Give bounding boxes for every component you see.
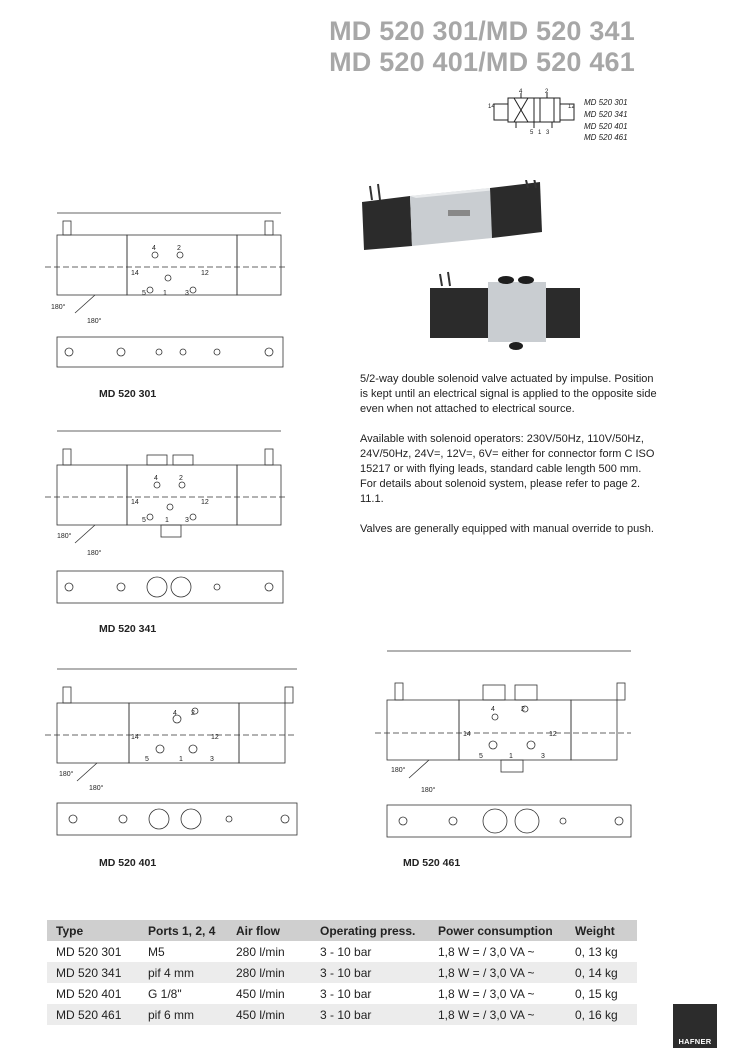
svg-text:14: 14 <box>463 731 471 738</box>
description-paragraph: Valves are generally equipped with manual override to push. <box>360 523 654 535</box>
table-cell: 450 l/min <box>227 1004 311 1025</box>
svg-text:3: 3 <box>185 517 189 524</box>
table-cell: MD 520 341 <box>47 962 139 983</box>
svg-text:2: 2 <box>191 710 195 717</box>
svg-text:14: 14 <box>131 270 139 277</box>
drawing-label-md-520-341: MD 520 341 <box>99 623 157 635</box>
svg-text:4: 4 <box>491 706 495 713</box>
table-cell: pif 6 mm <box>139 1004 227 1025</box>
symbol-port-3: 3 <box>546 130 550 136</box>
description-paragraph: 5/2-way double solenoid valve actuated by impulse. Position is kept until an electrical signal is applied to the opposite side even when not attached to electrical source. <box>360 373 657 415</box>
column-header: Ports 1, 2, 4 <box>139 920 227 941</box>
table-cell: 0, 16 kg <box>566 1004 637 1025</box>
technical-drawing-md-520-301 <box>35 205 295 375</box>
svg-text:12: 12 <box>201 270 209 277</box>
symbol-model: MD 520 341 <box>584 109 628 119</box>
column-header: Air flow <box>227 920 311 941</box>
svg-text:180°: 180° <box>87 550 102 557</box>
svg-text:5: 5 <box>142 290 146 297</box>
brand-logo <box>673 1004 717 1048</box>
brand-name: HAFNER <box>678 1037 712 1046</box>
svg-text:12: 12 <box>211 734 219 741</box>
svg-text:12: 12 <box>549 731 557 738</box>
svg-text:1: 1 <box>165 517 169 524</box>
table-cell: 1,8 W = / 3,0 VA ~ <box>438 944 535 959</box>
drawing-label-md-520-301: MD 520 301 <box>99 388 157 400</box>
svg-text:180°: 180° <box>59 771 74 778</box>
svg-text:12: 12 <box>201 499 209 506</box>
svg-text:3: 3 <box>210 756 214 763</box>
table-cell: 280 l/min <box>236 944 285 959</box>
svg-text:3: 3 <box>185 290 189 297</box>
svg-text:14: 14 <box>131 734 139 741</box>
svg-text:180°: 180° <box>89 785 104 792</box>
valve-symbol-icon <box>486 88 582 136</box>
table-cell: MD 520 461 <box>47 1004 139 1025</box>
table-cell: 3 - 10 bar <box>311 1004 429 1025</box>
table-header-row <box>47 920 637 941</box>
table-cell: 0, 15 kg <box>575 986 618 1001</box>
symbol-model: MD 520 461 <box>584 133 628 143</box>
column-header: Power consumption <box>429 920 566 941</box>
specification-table <box>47 920 637 1025</box>
svg-text:3: 3 <box>541 753 545 760</box>
table-cell: MD 520 401 <box>56 986 122 1001</box>
technical-drawing-md-520-341 <box>35 425 295 610</box>
column-header: Weight <box>566 920 637 941</box>
svg-text:180°: 180° <box>421 787 436 794</box>
table-cell: 0, 14 kg <box>566 962 637 983</box>
description <box>360 372 660 552</box>
svg-text:180°: 180° <box>51 304 66 311</box>
symbol-model: MD 520 301 <box>584 98 628 107</box>
table-cell: 280 l/min <box>227 962 311 983</box>
page-title-line-1: MD 520 301/MD 520 341 <box>329 16 635 46</box>
table-row <box>47 1004 637 1025</box>
svg-text:4: 4 <box>152 245 156 252</box>
table-cell: 1,8 W = / 3,0 VA ~ <box>429 962 566 983</box>
svg-text:14: 14 <box>131 499 139 506</box>
table-cell: 3 - 10 bar <box>320 944 372 959</box>
symbol-model-list <box>584 97 628 144</box>
svg-text:2: 2 <box>521 706 525 713</box>
product-photo <box>350 180 580 360</box>
technical-drawing-md-520-461 <box>365 645 645 845</box>
table-cell: G 1/8" <box>148 986 182 1001</box>
drawing-label-md-520-401: MD 520 401 <box>99 857 157 869</box>
svg-text:4: 4 <box>173 710 177 717</box>
description-paragraph: Available with solenoid operators: 230V/50Hz, 110V/50Hz, 24V/50Hz, 24V=, 12V=, 6V= either for connector form C ISO 15217 or with flying leads, standard cable length 500 mm. For details about solenoid system, please refer to page 2. 11.1. <box>360 433 655 505</box>
symbol-port-5: 5 <box>530 130 534 136</box>
table-row <box>47 941 637 962</box>
svg-text:1: 1 <box>179 756 183 763</box>
svg-text:2: 2 <box>177 245 181 252</box>
table-cell: 3 - 10 bar <box>320 986 372 1001</box>
table-cell: 3 - 10 bar <box>311 962 429 983</box>
table-cell: 1,8 W = / 3,0 VA ~ <box>429 1004 566 1025</box>
column-header: Operating press. <box>311 920 429 941</box>
svg-text:180°: 180° <box>57 533 72 540</box>
table-cell: pif 4 mm <box>139 962 227 983</box>
table-cell: M5 <box>148 944 165 959</box>
symbol-model: MD 520 401 <box>584 121 628 131</box>
svg-text:2: 2 <box>179 475 183 482</box>
svg-text:5: 5 <box>142 517 146 524</box>
svg-text:180°: 180° <box>391 767 406 774</box>
table-cell: 450 l/min <box>236 986 285 1001</box>
symbol-port-2: 2 <box>545 89 549 95</box>
svg-text:1: 1 <box>163 290 167 297</box>
symbol-port-14: 14 <box>488 104 495 110</box>
table-row <box>47 983 637 1004</box>
table-cell: 0, 13 kg <box>575 944 618 959</box>
symbol-port-12: 12 <box>568 104 575 110</box>
table-row <box>47 962 637 983</box>
symbol-port-4: 4 <box>519 89 523 95</box>
technical-drawing-md-520-401 <box>35 663 305 843</box>
svg-text:5: 5 <box>145 756 149 763</box>
column-header: Type <box>47 920 139 941</box>
page-title-line-2: MD 520 401/MD 520 461 <box>329 47 635 77</box>
svg-text:1: 1 <box>509 753 513 760</box>
symbol-port-1: 1 <box>538 130 542 136</box>
svg-text:5: 5 <box>479 753 483 760</box>
svg-text:180°: 180° <box>87 318 102 325</box>
table-cell: 1,8 W = / 3,0 VA ~ <box>438 986 535 1001</box>
drawing-label-md-520-461: MD 520 461 <box>403 857 461 869</box>
svg-text:4: 4 <box>154 475 158 482</box>
table-cell: MD 520 301 <box>56 944 122 959</box>
